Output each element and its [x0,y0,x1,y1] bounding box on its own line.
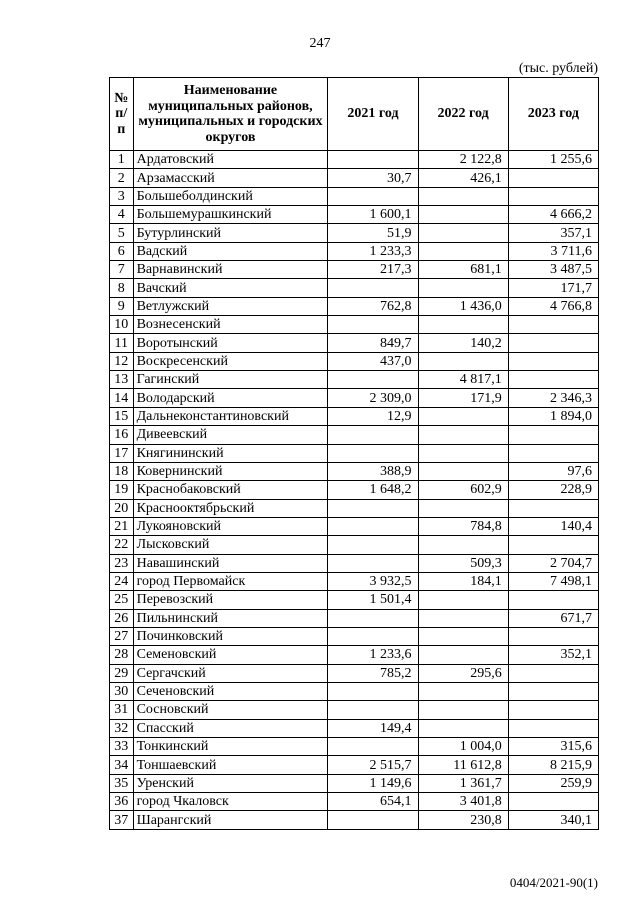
row-number: 16 [110,426,134,444]
row-number: 31 [110,701,134,719]
row-value-2023: 340,1 [508,811,598,829]
page-number: 247 [309,36,331,51]
table-row [110,572,599,590]
table-row [110,682,599,700]
row-number: 27 [110,627,134,645]
row-value-2022: 426,1 [418,169,508,187]
row-name: Навашинский [133,554,328,572]
row-name: Краснооктябрьский [133,499,328,517]
table-row [110,517,599,535]
row-value-2021 [328,187,418,205]
row-value-2021: 388,9 [328,462,418,480]
table-row [110,591,599,609]
row-number: 36 [110,793,134,811]
row-value-2021 [328,316,418,334]
table-body [110,151,599,830]
table-row [110,554,599,572]
row-value-2022 [418,462,508,480]
row-value-2021 [328,682,418,700]
row-value-2021: 437,0 [328,352,418,370]
row-value-2023 [508,444,598,462]
row-name: Сеченовский [133,682,328,700]
row-value-2022: 230,8 [418,811,508,829]
row-value-2022: 509,3 [418,554,508,572]
table-row [110,664,599,682]
row-value-2022 [418,316,508,334]
row-number: 21 [110,517,134,535]
row-value-2022: 1 436,0 [418,297,508,315]
row-value-2022 [418,242,508,260]
row-number: 32 [110,719,134,737]
table-row [110,242,599,260]
row-number: 30 [110,682,134,700]
row-name: Бутурлинский [133,224,328,242]
row-value-2021 [328,811,418,829]
row-value-2021: 654,1 [328,793,418,811]
row-value-2022 [418,682,508,700]
row-value-2023: 228,9 [508,481,598,499]
row-value-2023 [508,682,598,700]
table-row [110,738,599,756]
table-row [110,371,599,389]
row-value-2022 [418,719,508,737]
row-name: Тоншаевский [133,756,328,774]
row-value-2021 [328,426,418,444]
header-2023: 2023 год [508,78,598,151]
row-value-2023 [508,719,598,737]
row-value-2023: 3 487,5 [508,261,598,279]
table-row [110,352,599,370]
row-value-2021 [328,444,418,462]
row-value-2022: 784,8 [418,517,508,535]
row-value-2023 [508,169,598,187]
row-number: 22 [110,536,134,554]
row-value-2022 [418,444,508,462]
row-name: Уренский [133,774,328,792]
row-value-2023: 171,7 [508,279,598,297]
row-name: Дальнеконстантиновский [133,407,328,425]
row-value-2021: 1 501,4 [328,591,418,609]
row-value-2023: 352,1 [508,646,598,664]
row-number: 19 [110,481,134,499]
table-row [110,536,599,554]
row-value-2023: 7 498,1 [508,572,598,590]
row-value-2023 [508,187,598,205]
row-name: Починковский [133,627,328,645]
row-name: Ветлужский [133,297,328,315]
row-number: 18 [110,462,134,480]
row-name: Перевозский [133,591,328,609]
row-value-2022 [418,187,508,205]
row-number: 14 [110,389,134,407]
table-row [110,169,599,187]
row-name: Володарский [133,389,328,407]
table-row [110,719,599,737]
row-value-2022: 3 401,8 [418,793,508,811]
row-value-2021 [328,536,418,554]
row-value-2021: 2 309,0 [328,389,418,407]
row-value-2021: 1 233,3 [328,242,418,260]
row-number: 37 [110,811,134,829]
row-value-2022 [418,536,508,554]
row-value-2021 [328,499,418,517]
row-number: 12 [110,352,134,370]
row-value-2023 [508,316,598,334]
row-value-2022 [418,627,508,645]
row-value-2021 [328,554,418,572]
table-row [110,444,599,462]
row-name: Семеновский [133,646,328,664]
row-name: Лысковский [133,536,328,554]
row-value-2021: 51,9 [328,224,418,242]
table-header-row [110,78,599,151]
document-code: 0404/2021-90(1) [509,875,598,890]
row-value-2023 [508,664,598,682]
row-number: 5 [110,224,134,242]
row-value-2022 [418,499,508,517]
row-value-2021: 762,8 [328,297,418,315]
row-value-2021 [328,279,418,297]
row-number: 7 [110,261,134,279]
row-number: 33 [110,738,134,756]
row-value-2022 [418,407,508,425]
row-value-2023: 357,1 [508,224,598,242]
row-value-2022 [418,609,508,627]
row-value-2023: 4 766,8 [508,297,598,315]
row-value-2023: 8 215,9 [508,756,598,774]
row-value-2021: 3 932,5 [328,572,418,590]
row-value-2022 [418,426,508,444]
table-row [110,774,599,792]
table-row [110,407,599,425]
row-name: Воскресенский [133,352,328,370]
row-value-2023: 2 704,7 [508,554,598,572]
row-number: 1 [110,151,134,169]
row-name: Вачский [133,279,328,297]
table-row [110,187,599,205]
row-value-2021: 1 233,6 [328,646,418,664]
row-number: 9 [110,297,134,315]
row-value-2021: 785,2 [328,664,418,682]
row-value-2023: 315,6 [508,738,598,756]
row-value-2023: 4 666,2 [508,206,598,224]
row-value-2022: 681,1 [418,261,508,279]
table-row [110,261,599,279]
row-value-2022: 1 361,7 [418,774,508,792]
row-value-2022 [418,352,508,370]
row-value-2022: 140,2 [418,334,508,352]
row-value-2023: 140,4 [508,517,598,535]
row-name: город Первомайск [133,572,328,590]
row-value-2023: 3 711,6 [508,242,598,260]
table-row [110,279,599,297]
table-row [110,389,599,407]
row-name: Воротынский [133,334,328,352]
row-name: Лукояновский [133,517,328,535]
row-value-2022: 184,1 [418,572,508,590]
row-value-2023 [508,352,598,370]
row-value-2021 [328,738,418,756]
row-value-2023: 671,7 [508,609,598,627]
header-name: Наименование муниципальных районов, муниципальных и городских округов [133,78,328,151]
table-row [110,151,599,169]
table-row [110,297,599,315]
table-row [110,462,599,480]
row-value-2022 [418,206,508,224]
row-value-2022: 295,6 [418,664,508,682]
row-name: Пильнинский [133,609,328,627]
row-value-2023: 2 346,3 [508,389,598,407]
table-row [110,811,599,829]
table-row [110,646,599,664]
row-name: город Чкаловск [133,793,328,811]
row-value-2023: 1 894,0 [508,407,598,425]
row-name: Большеболдинский [133,187,328,205]
row-value-2022: 4 817,1 [418,371,508,389]
table-row [110,224,599,242]
row-number: 4 [110,206,134,224]
row-name: Вадский [133,242,328,260]
table-row [110,206,599,224]
row-number: 35 [110,774,134,792]
row-number: 8 [110,279,134,297]
row-value-2022: 602,9 [418,481,508,499]
row-number: 28 [110,646,134,664]
row-value-2023 [508,627,598,645]
table-row [110,609,599,627]
row-name: Княгининский [133,444,328,462]
row-number: 3 [110,187,134,205]
table-row [110,499,599,517]
row-number: 10 [110,316,134,334]
row-name: Гагинский [133,371,328,389]
row-value-2023: 97,6 [508,462,598,480]
row-value-2021 [328,151,418,169]
row-value-2022: 11 612,8 [418,756,508,774]
row-number: 2 [110,169,134,187]
row-value-2021: 149,4 [328,719,418,737]
row-value-2022 [418,224,508,242]
row-value-2021: 30,7 [328,169,418,187]
row-number: 29 [110,664,134,682]
row-value-2021: 1 149,6 [328,774,418,792]
row-value-2021 [328,517,418,535]
header-2021: 2021 год [328,78,418,151]
row-number: 17 [110,444,134,462]
row-name: Дивеевский [133,426,328,444]
row-value-2023 [508,426,598,444]
row-value-2023 [508,371,598,389]
row-value-2022 [418,279,508,297]
row-value-2022 [418,701,508,719]
table-row [110,334,599,352]
row-value-2021 [328,371,418,389]
row-number: 26 [110,609,134,627]
table-row [110,756,599,774]
header-2022: 2022 год [418,78,508,151]
table-row [110,481,599,499]
row-name: Шарангский [133,811,328,829]
row-value-2023 [508,701,598,719]
budget-table [109,77,599,830]
row-name: Сосновский [133,701,328,719]
unit-note: (тыс. рублей) [518,61,598,76]
row-number: 34 [110,756,134,774]
row-value-2021 [328,609,418,627]
row-name: Варнавинский [133,261,328,279]
row-value-2021: 1 648,2 [328,481,418,499]
row-name: Тонкинский [133,738,328,756]
row-number: 6 [110,242,134,260]
row-name: Ковернинский [133,462,328,480]
row-value-2022 [418,591,508,609]
row-value-2022 [418,646,508,664]
row-value-2023 [508,334,598,352]
row-value-2022: 171,9 [418,389,508,407]
row-number: 11 [110,334,134,352]
row-name: Вознесенский [133,316,328,334]
row-name: Спасский [133,719,328,737]
row-value-2021: 1 600,1 [328,206,418,224]
row-value-2022: 2 122,8 [418,151,508,169]
row-value-2021 [328,627,418,645]
row-number: 25 [110,591,134,609]
row-name: Большемурашкинский [133,206,328,224]
row-name: Сергачский [133,664,328,682]
row-number: 20 [110,499,134,517]
row-number: 23 [110,554,134,572]
row-value-2021: 217,3 [328,261,418,279]
row-value-2023: 1 255,6 [508,151,598,169]
row-name: Арзамасский [133,169,328,187]
row-name: Ардатовский [133,151,328,169]
table-row [110,426,599,444]
row-value-2021: 849,7 [328,334,418,352]
row-value-2021: 2 515,7 [328,756,418,774]
row-value-2023 [508,536,598,554]
row-number: 13 [110,371,134,389]
header-num: № п/п [110,78,134,151]
table-row [110,316,599,334]
row-name: Краснобаковский [133,481,328,499]
table-row [110,793,599,811]
row-number: 24 [110,572,134,590]
row-value-2021 [328,701,418,719]
table-row [110,701,599,719]
row-value-2023 [508,591,598,609]
row-value-2023: 259,9 [508,774,598,792]
table-row [110,627,599,645]
row-value-2021: 12,9 [328,407,418,425]
row-number: 15 [110,407,134,425]
row-value-2023 [508,793,598,811]
row-value-2022: 1 004,0 [418,738,508,756]
row-value-2023 [508,499,598,517]
